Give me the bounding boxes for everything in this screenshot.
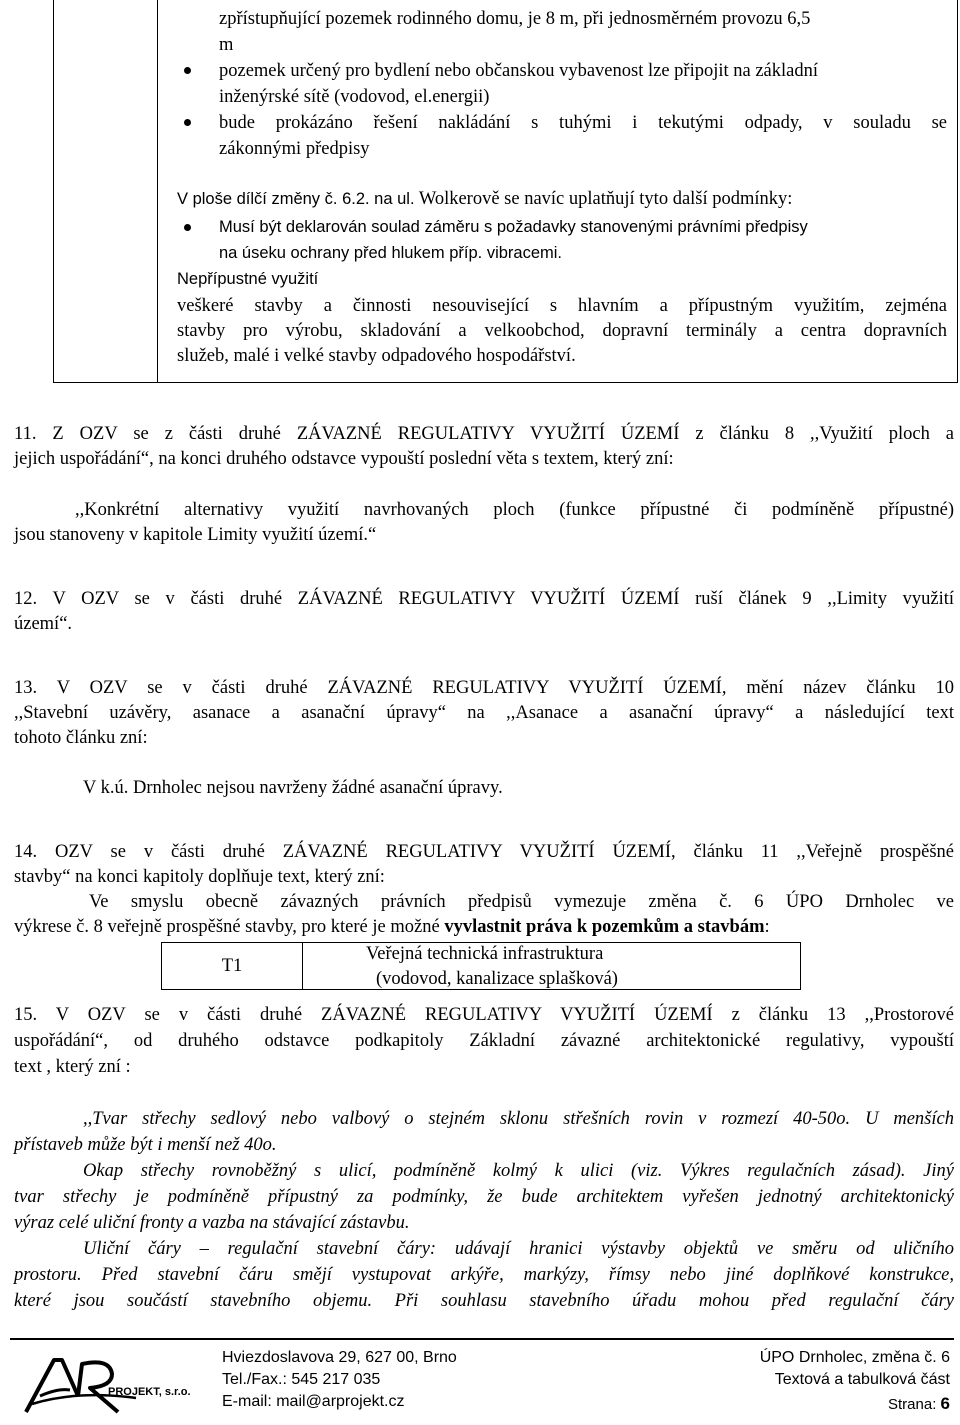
company-logo bbox=[18, 1350, 218, 1420]
footer-phone: Tel./Fax.: 545 217 035 bbox=[222, 1371, 381, 1388]
box-bullet-4-line-1: Musí být deklarován soulad záměru s požadavky stanovenými právními předpisy bbox=[219, 218, 808, 236]
footer-document-part: Textová a tabulková část bbox=[774, 1371, 950, 1388]
forbidden-use-heading: Nepřípustné využití bbox=[177, 270, 319, 288]
section-14-line-4-end: : bbox=[764, 917, 770, 937]
section-13-line-1: 13. V OZV se v části druhé ZÁVAZNÉ REGULATIVY VYUŽITÍ ÚZEMÍ, mění název článku 10 bbox=[14, 678, 954, 698]
section-15-line-2: uspořádání“, od druhého odstavce podkapitoly Základní závazné architektonické regulativy, vypouští bbox=[14, 1031, 954, 1051]
section-13-quote: V k.ú. Drnholec nejsou navrženy žádné asanační úpravy. bbox=[83, 778, 503, 798]
box-column-divider bbox=[157, 0, 158, 383]
section-12-line-1: 12. V OZV se v části druhé ZÁVAZNÉ REGULATIVY VYUŽITÍ ÚZEMÍ ruší článek 9 ,,Limity využití bbox=[14, 589, 954, 609]
section-15-quote-3-line-3: které jsou součástí stavebního objemu. Při souhlasu stavebního úřadu mohou před regulační čáry bbox=[14, 1291, 954, 1311]
public-works-table bbox=[161, 942, 801, 990]
zone-condition-suffix: Wolkerově se navíc uplatňují tyto další podmínky: bbox=[414, 189, 793, 209]
section-13-line-3: tohoto článku zní: bbox=[14, 728, 148, 748]
page-number: 6 bbox=[940, 1394, 950, 1413]
bullet-icon bbox=[184, 224, 191, 231]
table-column-divider bbox=[302, 943, 303, 989]
section-14-line-4 bbox=[14, 915, 770, 939]
footer-email[interactable]: E-mail: mail@arprojekt.cz bbox=[222, 1393, 405, 1410]
box-bullet-1-line-1: zpřístupňující pozemek rodinného domu, je 8 m, při jednosměrném provozu 6,5 bbox=[219, 9, 811, 29]
footer-address: Hviezdoslavova 29, 627 00, Brno bbox=[222, 1349, 457, 1366]
section-15-line-1: 15. V OZV se v části druhé ZÁVAZNÉ REGULATIVY VYUŽITÍ ÚZEMÍ z článku 13 ,,Prostorové bbox=[14, 1005, 954, 1025]
section-11-line-2: jejich uspořádání“, na konci druhého odstavce vypouští poslední věta s textem, který zní: bbox=[14, 449, 674, 469]
section-15-quote-1-line-1: ,,Tvar střechy sedlový nebo valbový o stejném sklonu střešních rovin v rozmezí 40-50o. U menších bbox=[83, 1109, 954, 1129]
expropriation-rights-text: vyvlastnit práva k pozemkům a stavbám bbox=[444, 917, 765, 937]
section-15-quote-2-line-3: výraz celé uliční fronty a vazba na stávající zástavbu. bbox=[14, 1213, 410, 1233]
box-bullet-1-line-2: m bbox=[219, 35, 234, 55]
section-14-line-3: Ve smyslu obecně závazných právních předpisů vymezuje změna č. 6 ÚPO Drnholec ve bbox=[89, 892, 954, 912]
section-11-line-1: 11. Z OZV se z části druhé ZÁVAZNÉ REGULATIVY VYUŽITÍ ÚZEMÍ z článku 8 ,,Využití ploch a bbox=[14, 424, 954, 444]
bullet-icon bbox=[184, 67, 191, 74]
table-code-cell: T1 bbox=[221, 956, 243, 976]
logo-company-text: PROJEKT, s.r.o. bbox=[108, 1386, 191, 1398]
table-description-line-2: (vodovod, kanalizace splašková) bbox=[376, 969, 618, 989]
section-15-quote-2-line-1: Okap střechy rovnoběžný s ulicí, podmíněně kolmý k ulici (viz. Výkres regulačních zásad). Jiný bbox=[83, 1161, 954, 1181]
footer-document-title: ÚPO Drnholec, změna č. 6 bbox=[759, 1349, 950, 1366]
box-bullet-2-line-1: pozemek určený pro bydlení nebo občanskou vybavenost lze připojit na základní bbox=[219, 61, 819, 81]
section-15-quote-3-line-2: prostoru. Před stavební čáru smějí vystupovat arkýře, markýzy, římsy nebo jiné doplňkové konstrukce, bbox=[14, 1265, 954, 1285]
footer-divider bbox=[10, 1338, 954, 1340]
box-bullet-4-line-2: na úseku ochrany před hlukem příp. vibracemi. bbox=[219, 244, 563, 262]
section-11-quote-line-1: ,,Konkrétní alternativy využití navrhovaných ploch (funkce přípustné či podmíněně přípustné) bbox=[75, 500, 954, 520]
section-13-line-2: ,,Stavební uzávěry, asanace a asanační úpravy“ na ,,Asanace a asanační úpravy“ a následující text bbox=[14, 703, 954, 723]
zone-condition-heading bbox=[177, 187, 792, 211]
box-bullet-3-line-2: zákonnými předpisy bbox=[219, 139, 370, 159]
forbidden-use-line-3: služeb, malé i velké stavby odpadového hospodářství. bbox=[177, 346, 576, 366]
zone-condition-prefix: V ploše dílčí změny č. 6.2. na ul. bbox=[177, 190, 415, 208]
section-14-line-1: 14. OZV se v části druhé ZÁVAZNÉ REGULATIVY VYUŽITÍ ÚZEMÍ, článku 11 ,,Veřejně prospěšné bbox=[14, 842, 954, 862]
ar-logo-icon bbox=[18, 1350, 218, 1420]
box-bullet-2-line-2: inženýrské sítě (vodovod, el.energii) bbox=[219, 87, 490, 107]
bullet-icon bbox=[184, 119, 191, 126]
box-bullet-3-line-1: bude prokázáno řešení nakládání s tuhými i tekutými odpady, v souladu se bbox=[219, 113, 947, 133]
table-description-line-1: Veřejná technická infrastruktura bbox=[366, 944, 604, 964]
section-15-quote-1-line-2: přístaveb může být i menší než 40o. bbox=[14, 1135, 277, 1155]
section-15-quote-3-line-1: Uliční čáry – regulační stavební čáry: udávají hranici výstavby objektů ve směru od uličního bbox=[83, 1239, 954, 1259]
page-label: Strana: bbox=[888, 1396, 941, 1413]
section-14-line-4-text: výkrese č. 8 veřejně prospěšné stavby, pro které je možné bbox=[14, 917, 445, 937]
section-15-line-3: text , který zní : bbox=[14, 1057, 131, 1077]
section-14-line-2: stavby“ na konci kapitoly doplňuje text, který zní: bbox=[14, 867, 385, 887]
section-11-quote-line-2: jsou stanoveny v kapitole Limity využití území.“ bbox=[14, 525, 377, 545]
section-15-quote-2-line-2: tvar střechy je podmíněně přípustný za podmínky, že bude architektem vyřešen jednotný architektonický bbox=[14, 1187, 954, 1207]
section-12-line-2: území“. bbox=[14, 614, 73, 634]
forbidden-use-line-1: veškeré stavby a činnosti nesouvisející s hlavním a přípustným využitím, zejména bbox=[177, 296, 947, 316]
forbidden-use-line-2: stavby pro výrobu, skladování a velkoobchod, dopravní terminály a centra dopravních bbox=[177, 321, 947, 341]
footer-page-indicator bbox=[888, 1393, 950, 1416]
